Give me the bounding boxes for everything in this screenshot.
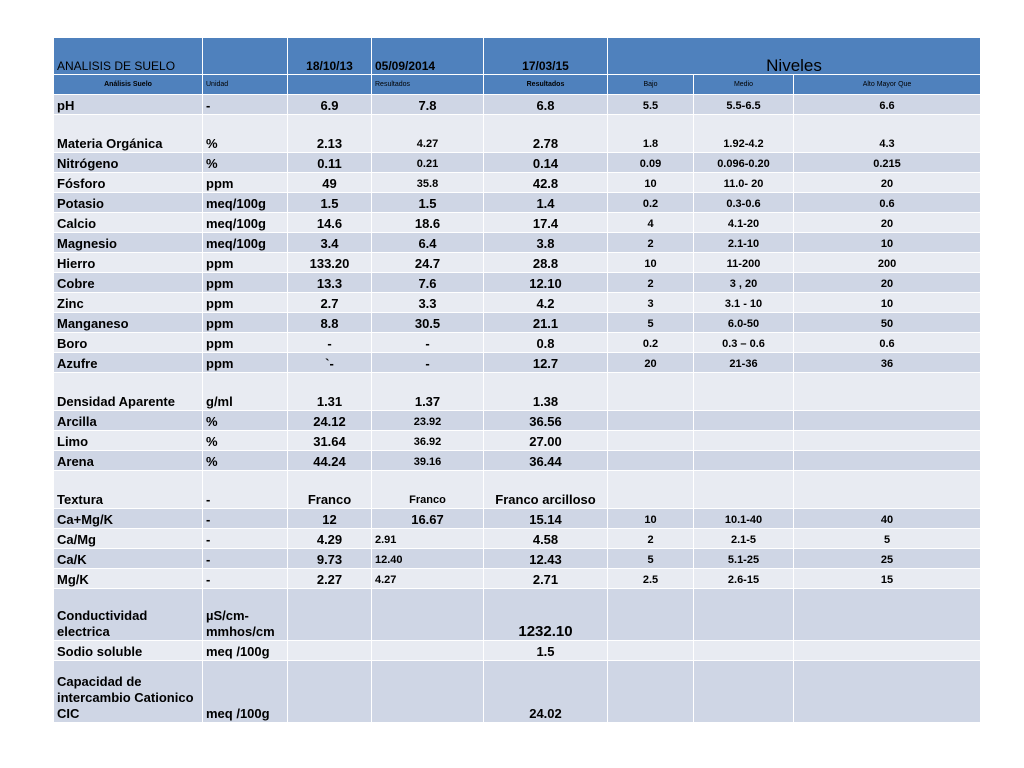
level-high-cell — [794, 471, 981, 509]
level-high-cell — [794, 451, 981, 471]
level-high-cell: 40 — [794, 509, 981, 529]
unit-cell: % — [203, 153, 288, 173]
result-2015-cell: 1.4 — [484, 193, 608, 213]
table-row — [54, 273, 981, 293]
unit-cell: ppm — [203, 173, 288, 193]
table-row — [54, 549, 981, 569]
level-high-cell — [794, 431, 981, 451]
level-mid-cell — [694, 471, 794, 509]
level-low-cell — [608, 451, 694, 471]
result-2015-cell: 12.43 — [484, 549, 608, 569]
level-mid-cell — [694, 589, 794, 641]
level-high-cell: 0.6 — [794, 193, 981, 213]
result-2014-cell: 6.4 — [372, 233, 484, 253]
unit-cell: ppm — [203, 253, 288, 273]
table-row — [54, 253, 981, 273]
result-2013-cell — [288, 661, 372, 723]
result-2014-cell: 2.91 — [372, 529, 484, 549]
result-2015-cell: 1.5 — [484, 641, 608, 661]
level-high-cell: 20 — [794, 213, 981, 233]
level-high-cell — [794, 373, 981, 411]
parameter-cell: Ca/K — [54, 549, 203, 569]
result-2014-cell: 4.27 — [372, 569, 484, 589]
level-low-cell: 0.2 — [608, 193, 694, 213]
subheader-unit: Unidad — [203, 75, 288, 95]
parameter-cell: Nitrógeno — [54, 153, 203, 173]
result-2014-cell: 24.7 — [372, 253, 484, 273]
level-high-cell: 10 — [794, 233, 981, 253]
result-2015-cell: 2.71 — [484, 569, 608, 589]
parameter-cell: Zinc — [54, 293, 203, 313]
table-row — [54, 451, 981, 471]
subheader-parameter: Análisis Suelo — [54, 75, 203, 95]
result-2015-cell: 36.56 — [484, 411, 608, 431]
result-2013-cell: 31.64 — [288, 431, 372, 451]
level-high-cell: 4.3 — [794, 115, 981, 153]
table-row — [54, 115, 981, 153]
table-row — [54, 373, 981, 411]
level-high-cell: 0.215 — [794, 153, 981, 173]
date-header-2: 05/09/2014 — [372, 38, 484, 75]
table-row — [54, 95, 981, 115]
level-low-cell: 2.5 — [608, 569, 694, 589]
level-mid-cell: 2.1-5 — [694, 529, 794, 549]
unit-cell: meq/100g — [203, 213, 288, 233]
level-low-cell: 1.8 — [608, 115, 694, 153]
level-low-cell — [608, 431, 694, 451]
result-2014-cell: 18.6 — [372, 213, 484, 233]
level-low-cell: 3 — [608, 293, 694, 313]
unit-cell: meq /100g — [203, 661, 288, 723]
result-2013-cell: 8.8 — [288, 313, 372, 333]
result-2013-cell: 2.7 — [288, 293, 372, 313]
soil-analysis-table — [53, 37, 981, 723]
level-low-cell: 10 — [608, 173, 694, 193]
result-2014-cell: 7.6 — [372, 273, 484, 293]
result-2014-cell: 7.8 — [372, 95, 484, 115]
table-row — [54, 509, 981, 529]
levels-header: Niveles — [608, 38, 981, 75]
result-2013-cell: 4.29 — [288, 529, 372, 549]
result-2013-cell: `- — [288, 353, 372, 373]
level-high-cell: 5 — [794, 529, 981, 549]
level-high-cell — [794, 589, 981, 641]
level-low-cell — [608, 373, 694, 411]
result-2014-cell: 1.37 — [372, 373, 484, 411]
parameter-cell: Densidad Aparente — [54, 373, 203, 411]
result-2014-cell: 0.21 — [372, 153, 484, 173]
table-row — [54, 661, 981, 723]
parameter-cell: Materia Orgánica — [54, 115, 203, 153]
result-2015-cell: 0.8 — [484, 333, 608, 353]
parameter-cell: Manganeso — [54, 313, 203, 333]
level-low-cell: 5 — [608, 313, 694, 333]
unit-cell: ppm — [203, 293, 288, 313]
level-low-cell — [608, 589, 694, 641]
result-2014-cell: 1.5 — [372, 193, 484, 213]
unit-cell: - — [203, 569, 288, 589]
level-high-cell: 15 — [794, 569, 981, 589]
parameter-cell: Limo — [54, 431, 203, 451]
level-low-cell: 2 — [608, 273, 694, 293]
subheader-low: Bajo — [608, 75, 694, 95]
result-2014-cell: 39.16 — [372, 451, 484, 471]
result-2015-cell: 4.2 — [484, 293, 608, 313]
level-low-cell: 10 — [608, 509, 694, 529]
level-mid-cell: 0.3 – 0.6 — [694, 333, 794, 353]
result-2015-cell: 6.8 — [484, 95, 608, 115]
table-row — [54, 471, 981, 509]
result-2013-cell: Franco — [288, 471, 372, 509]
parameter-cell: Hierro — [54, 253, 203, 273]
parameter-cell: Magnesio — [54, 233, 203, 253]
level-mid-cell: 1.92-4.2 — [694, 115, 794, 153]
parameter-cell: Azufre — [54, 353, 203, 373]
result-2013-cell: 9.73 — [288, 549, 372, 569]
unit-cell: g/ml — [203, 373, 288, 411]
unit-cell: - — [203, 509, 288, 529]
level-mid-cell: 3.1 - 10 — [694, 293, 794, 313]
unit-cell: meq /100g — [203, 641, 288, 661]
level-mid-cell — [694, 451, 794, 471]
level-mid-cell: 3 , 20 — [694, 273, 794, 293]
result-2014-cell — [372, 589, 484, 641]
unit-cell: - — [203, 95, 288, 115]
subheader-mid: Medio — [694, 75, 794, 95]
parameter-cell: Fósforo — [54, 173, 203, 193]
level-high-cell — [794, 641, 981, 661]
unit-cell: ppm — [203, 273, 288, 293]
unit-cell: - — [203, 471, 288, 509]
result-2015-cell: 1232.10 — [484, 589, 608, 641]
result-2015-cell: 17.4 — [484, 213, 608, 233]
table-row — [54, 569, 981, 589]
table-row — [54, 333, 981, 353]
result-2015-cell: 1.38 — [484, 373, 608, 411]
level-high-cell — [794, 661, 981, 723]
result-2013-cell: - — [288, 333, 372, 353]
result-2014-cell: Franco — [372, 471, 484, 509]
level-high-cell: 25 — [794, 549, 981, 569]
result-2015-cell: 28.8 — [484, 253, 608, 273]
result-2015-cell: 42.8 — [484, 173, 608, 193]
table-title: ANALISIS DE SUELO — [54, 38, 203, 75]
table-row — [54, 233, 981, 253]
date-header-3: 17/03/15 — [484, 38, 608, 75]
level-low-cell — [608, 471, 694, 509]
result-2014-cell — [372, 661, 484, 723]
result-2013-cell: 133.20 — [288, 253, 372, 273]
level-high-cell — [794, 411, 981, 431]
parameter-cell: Mg/K — [54, 569, 203, 589]
level-high-cell: 50 — [794, 313, 981, 333]
table-row — [54, 153, 981, 173]
parameter-cell: Ca/Mg — [54, 529, 203, 549]
level-mid-cell: 2.6-15 — [694, 569, 794, 589]
table-row — [54, 213, 981, 233]
unit-cell: meq/100g — [203, 193, 288, 213]
unit-cell: µS/cm- mmhos/cm — [203, 589, 288, 641]
level-low-cell: 10 — [608, 253, 694, 273]
header-blank-cell — [203, 38, 288, 75]
unit-cell: - — [203, 529, 288, 549]
level-mid-cell: 10.1-40 — [694, 509, 794, 529]
parameter-cell: Arcilla — [54, 411, 203, 431]
result-2014-cell — [372, 641, 484, 661]
table-row — [54, 589, 981, 641]
table-row — [54, 529, 981, 549]
result-2013-cell: 24.12 — [288, 411, 372, 431]
level-mid-cell: 11-200 — [694, 253, 794, 273]
unit-cell: meq/100g — [203, 233, 288, 253]
parameter-cell: Textura — [54, 471, 203, 509]
unit-cell: ppm — [203, 333, 288, 353]
level-mid-cell: 5.1-25 — [694, 549, 794, 569]
unit-cell: % — [203, 451, 288, 471]
header-row — [54, 38, 981, 75]
level-low-cell: 4 — [608, 213, 694, 233]
result-2013-cell: 3.4 — [288, 233, 372, 253]
result-2013-cell: 13.3 — [288, 273, 372, 293]
result-2015-cell: 21.1 — [484, 313, 608, 333]
result-2015-cell: 27.00 — [484, 431, 608, 451]
parameter-cell: Calcio — [54, 213, 203, 233]
result-2015-cell: 24.02 — [484, 661, 608, 723]
level-low-cell — [608, 661, 694, 723]
table-row — [54, 431, 981, 451]
level-mid-cell — [694, 641, 794, 661]
table-row — [54, 641, 981, 661]
result-2013-cell: 6.9 — [288, 95, 372, 115]
result-2013-cell: 49 — [288, 173, 372, 193]
result-2015-cell: 15.14 — [484, 509, 608, 529]
unit-cell: - — [203, 549, 288, 569]
subheader-row — [54, 75, 981, 95]
result-2013-cell — [288, 589, 372, 641]
result-2013-cell: 12 — [288, 509, 372, 529]
result-2013-cell: 2.27 — [288, 569, 372, 589]
unit-cell: % — [203, 431, 288, 451]
subheader-results-2: Resultados — [372, 75, 484, 95]
result-2015-cell: 3.8 — [484, 233, 608, 253]
parameter-cell: Sodio soluble — [54, 641, 203, 661]
level-high-cell: 36 — [794, 353, 981, 373]
level-low-cell: 0.09 — [608, 153, 694, 173]
result-2014-cell: - — [372, 353, 484, 373]
level-mid-cell: 2.1-10 — [694, 233, 794, 253]
level-mid-cell — [694, 661, 794, 723]
unit-cell: ppm — [203, 353, 288, 373]
parameter-cell: pH — [54, 95, 203, 115]
result-2013-cell: 1.31 — [288, 373, 372, 411]
result-2014-cell: 23.92 — [372, 411, 484, 431]
result-2014-cell: 16.67 — [372, 509, 484, 529]
parameter-cell: Ca+Mg/K — [54, 509, 203, 529]
parameter-cell: Capacidad de intercambio Cationico CIC — [54, 661, 203, 723]
level-high-cell: 200 — [794, 253, 981, 273]
subheader-high: Alto Mayor Que — [794, 75, 981, 95]
level-high-cell: 20 — [794, 173, 981, 193]
level-low-cell — [608, 411, 694, 431]
level-mid-cell: 0.3-0.6 — [694, 193, 794, 213]
subheader-col1 — [288, 75, 372, 95]
level-low-cell: 5 — [608, 549, 694, 569]
result-2014-cell: 35.8 — [372, 173, 484, 193]
level-mid-cell — [694, 411, 794, 431]
table-row — [54, 193, 981, 213]
level-mid-cell: 0.096-0.20 — [694, 153, 794, 173]
result-2015-cell: 4.58 — [484, 529, 608, 549]
level-mid-cell: 6.0-50 — [694, 313, 794, 333]
result-2013-cell: 0.11 — [288, 153, 372, 173]
parameter-cell: Boro — [54, 333, 203, 353]
result-2014-cell: 3.3 — [372, 293, 484, 313]
level-high-cell: 0.6 — [794, 333, 981, 353]
result-2015-cell: Franco arcilloso — [484, 471, 608, 509]
level-mid-cell: 5.5-6.5 — [694, 95, 794, 115]
unit-cell: ppm — [203, 313, 288, 333]
level-mid-cell — [694, 373, 794, 411]
table-row — [54, 173, 981, 193]
level-low-cell: 2 — [608, 529, 694, 549]
level-low-cell — [608, 641, 694, 661]
level-high-cell: 6.6 — [794, 95, 981, 115]
result-2015-cell: 12.7 — [484, 353, 608, 373]
subheader-results-3: Resultados — [484, 75, 608, 95]
level-mid-cell: 11.0- 20 — [694, 173, 794, 193]
result-2013-cell: 1.5 — [288, 193, 372, 213]
result-2015-cell: 36.44 — [484, 451, 608, 471]
level-mid-cell: 21-36 — [694, 353, 794, 373]
table-row — [54, 313, 981, 333]
level-low-cell: 2 — [608, 233, 694, 253]
result-2014-cell: 12.40 — [372, 549, 484, 569]
unit-cell: % — [203, 411, 288, 431]
result-2013-cell: 2.13 — [288, 115, 372, 153]
result-2015-cell: 2.78 — [484, 115, 608, 153]
result-2013-cell — [288, 641, 372, 661]
level-high-cell: 20 — [794, 273, 981, 293]
table-row — [54, 353, 981, 373]
parameter-cell: Arena — [54, 451, 203, 471]
result-2013-cell: 44.24 — [288, 451, 372, 471]
result-2015-cell: 0.14 — [484, 153, 608, 173]
result-2015-cell: 12.10 — [484, 273, 608, 293]
parameter-cell: Conductividad electrica — [54, 589, 203, 641]
result-2014-cell: 36.92 — [372, 431, 484, 451]
parameter-cell: Potasio — [54, 193, 203, 213]
date-header-1: 18/10/13 — [288, 38, 372, 75]
level-high-cell: 10 — [794, 293, 981, 313]
result-2014-cell: - — [372, 333, 484, 353]
result-2013-cell: 14.6 — [288, 213, 372, 233]
level-low-cell: 5.5 — [608, 95, 694, 115]
unit-cell: % — [203, 115, 288, 153]
level-low-cell: 20 — [608, 353, 694, 373]
level-mid-cell — [694, 431, 794, 451]
table-row — [54, 293, 981, 313]
parameter-cell: Cobre — [54, 273, 203, 293]
table-row — [54, 411, 981, 431]
level-low-cell: 0.2 — [608, 333, 694, 353]
result-2014-cell: 4.27 — [372, 115, 484, 153]
level-mid-cell: 4.1-20 — [694, 213, 794, 233]
result-2014-cell: 30.5 — [372, 313, 484, 333]
